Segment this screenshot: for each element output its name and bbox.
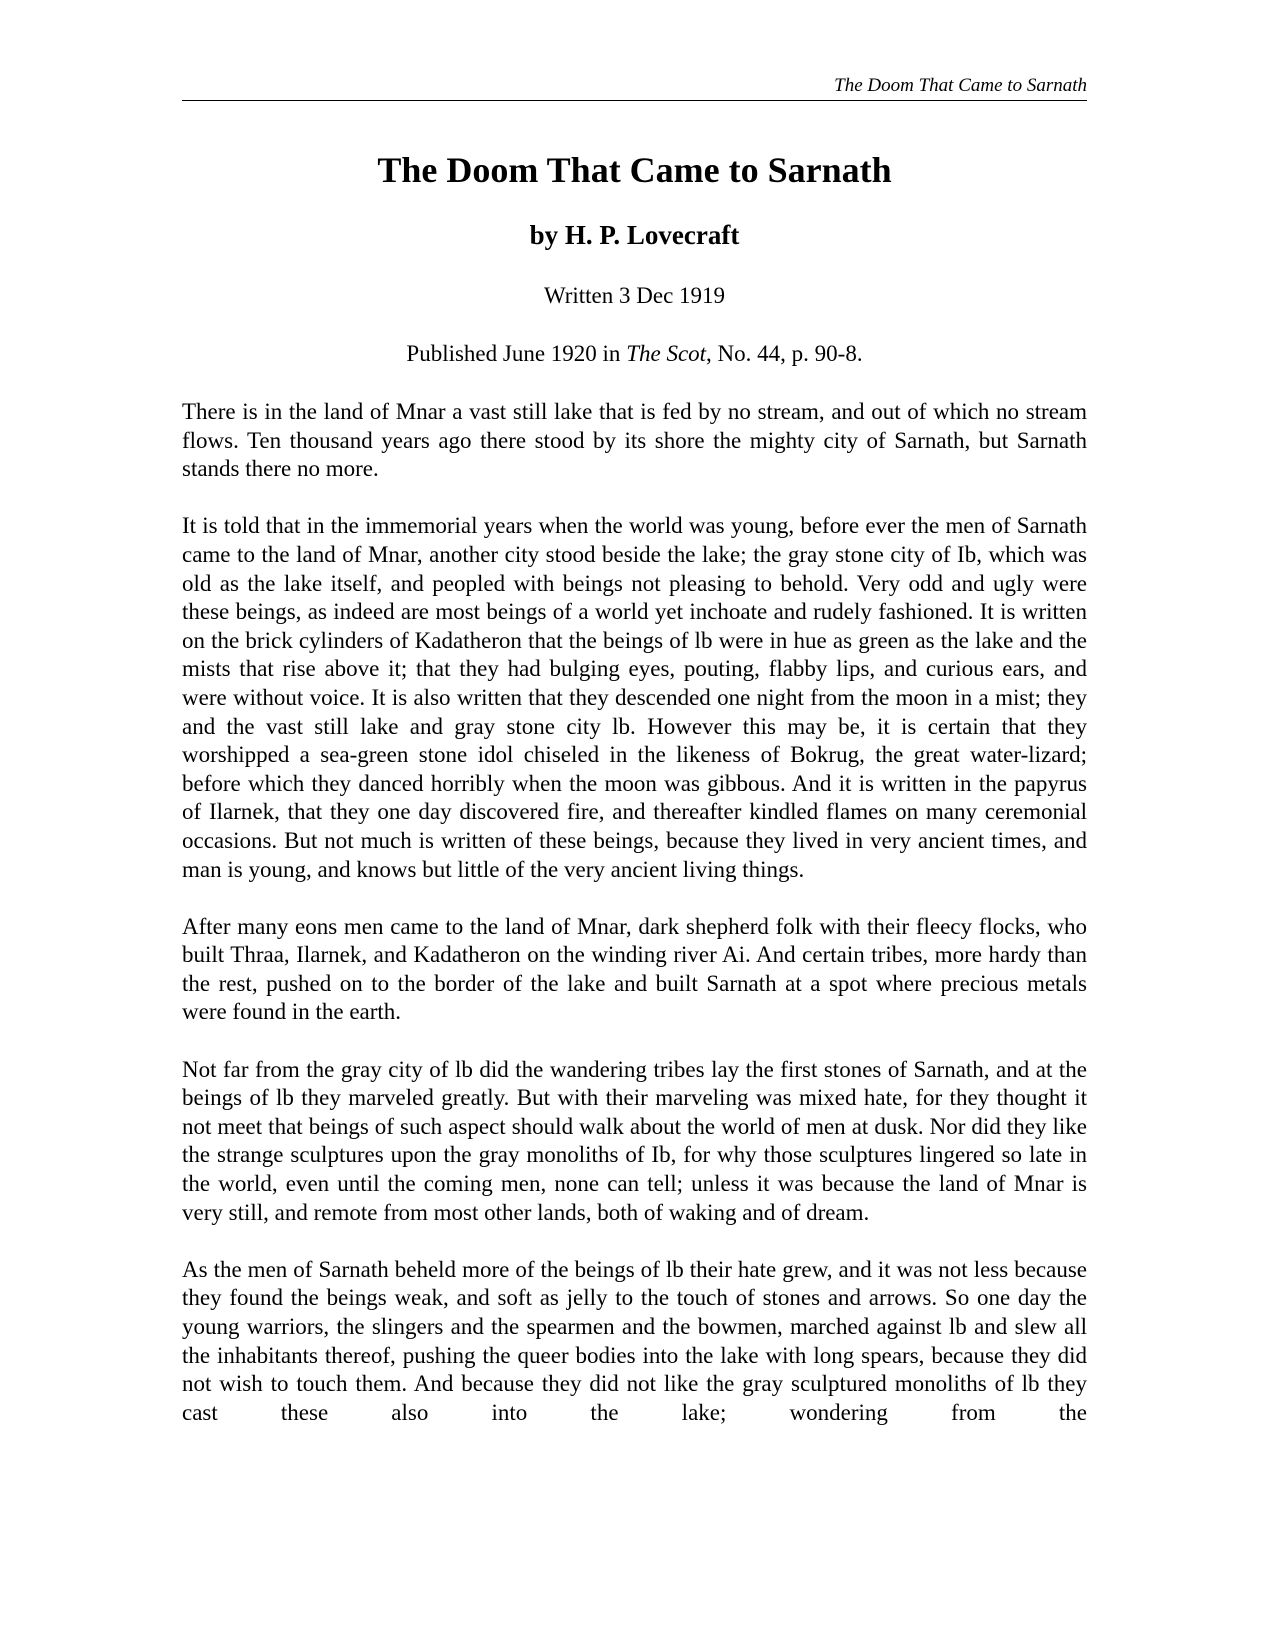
running-header-title: The Doom That Came to Sarnath [834,75,1087,96]
publication-journal: The Scot [626,341,707,366]
running-header [182,72,1087,101]
publication-info [182,339,1087,369]
paragraph-2: It is told that in the immemorial years when the world was young, before ever the men of Sarnath came to the land of Mnar, another city stood beside the lake; the gray stone city of Ib, which was old as the lake itself, and peopled with beings not pleasing to behold. Very odd and ugly were these beings, as indeed are most beings of a world yet inchoate and rudely fashioned. It is written on the brick cylinders of Kadatheron that the beings of lb were in hue as green as the lake and the mists that rise above it; that they had bulging eyes, pouting, flabby lips, and curious ears, and were without voice. It is also written that they descended one night from the moon in a mist; they and the vast still lake and gray stone city lb. However this may be, it is certain that they worshipped a sea-green stone idol chiseled in the likeness of Bokrug, the great water-lizard; before which they danced horribly when the moon was gibbous. And it is written in the papyrus of Ilarnek, that they one day discovered fire, and thereafter kindled flames on many ceremonial occasions. But not much is written of these beings, because they lived in very ancient times, and man is young, and knows but little of the very ancient living things. [182,513,1087,882]
written-date: Written 3 Dec 1919 [543,283,726,308]
paragraph-5: As the men of Sarnath beheld more of the beings of lb their hate grew, and it was not less because they found the beings weak, and soft as jelly to the touch of stones and arrows. So one day the young warriors, the slingers and the spearmen and the bowmen, marched against lb and slew all the inhabitants thereof, pushing the queer bodies into the lake with long spears, because they did not wish to touch them. And because they did not like the gray sculptured monoliths of lb they cast these also into the lake; wondering from the [182,1256,1087,1425]
body-text [182,398,1087,1456]
publication-suffix: , No. 44, p. 90-8. [706,341,863,366]
paragraph-4: Not far from the gray city of lb did the wandering tribes lay the first stones of Sarnath, and at the beings of lb they marveled greatly. But with their marveling was mixed hate, for they thought it not meet that beings of such aspect should walk about the world of men at dusk. Nor did they like the strange sculptures upon the gray monoliths of Ib, for why those sculptures lingered so late in the world, even until the coming men, none can tell; unless it was because the land of Mnar is very still, and remote from most other lands, both of waking and of dream. [182,1056,1087,1225]
document-title: The Doom That Came to Sarnath [377,150,892,190]
paragraph-1: There is in the land of Mnar a vast still lake that is fed by no stream, and out of which no stream flows. Ten thousand years ago there stood by its shore the mighty city of Sarnath, but Sarnath stands there no more. [182,399,1087,482]
publication-prefix: Published June 1920 in [406,341,627,366]
paragraph-3: After many eons men came to the land of Mnar, dark shepherd folk with their fleecy flocks, who built Thraa, Ilarnek, and Kadatheron on the winding river Ai. And certain tribes, more hardy than the rest, pushed on to the border of the lake and built Sarnath at a spot where precious metals were found in the earth. [182,913,1087,1025]
author-byline: by H. P. Lovecraft [529,220,740,250]
